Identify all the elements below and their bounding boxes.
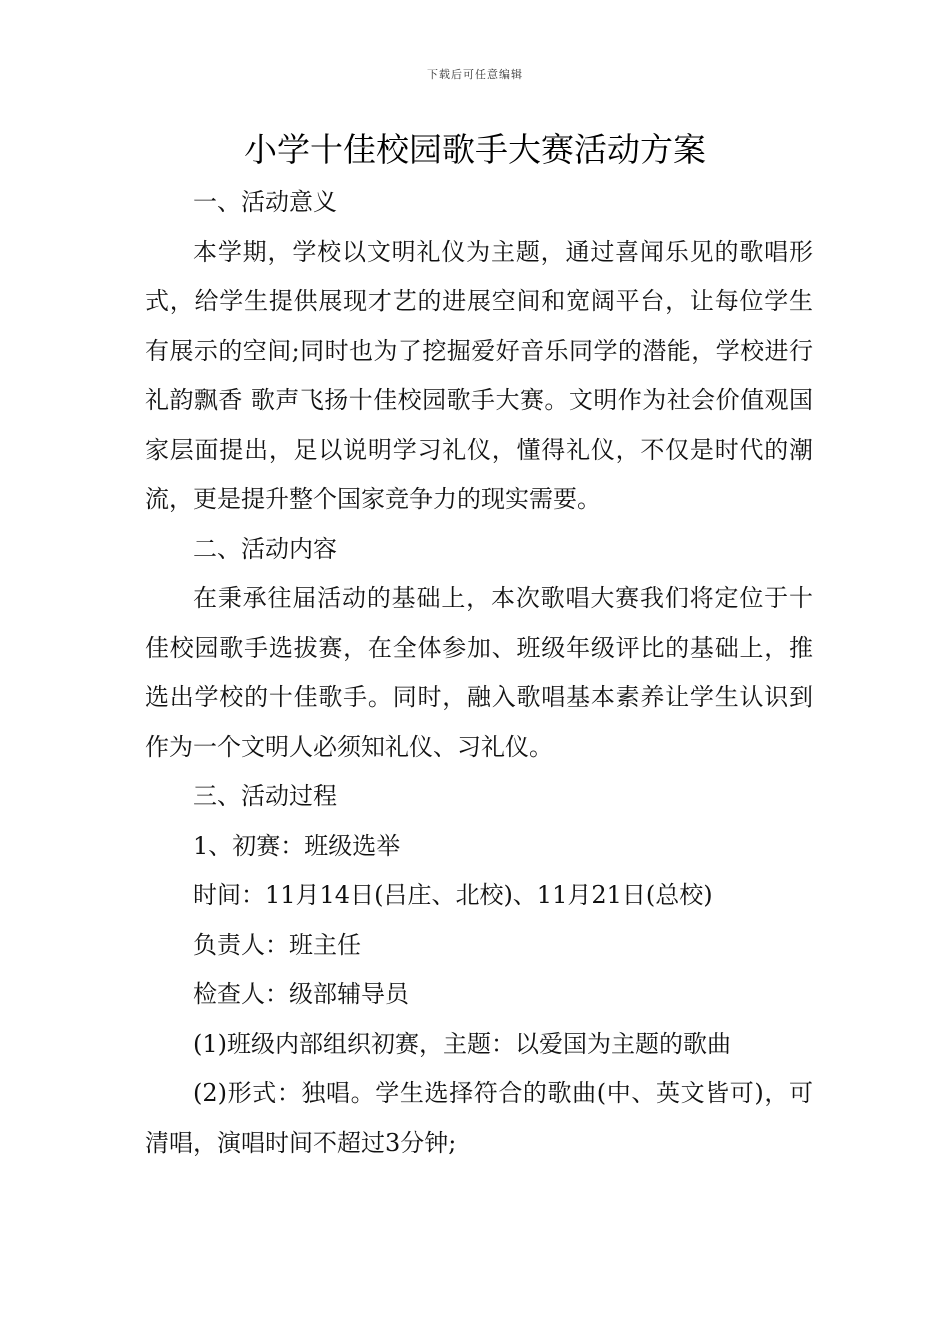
line-time: 时间：11月14日(吕庄、北校)、11月21日(总校): [193, 881, 713, 909]
list-item-1: (1)班级内部组织初赛，主题：以爱国为主题的歌曲: [193, 1029, 731, 1058]
line-inspector: 检查人：级部辅导员: [193, 980, 409, 1008]
section-heading-process: 三、活动过程: [193, 782, 337, 810]
header-note: 下载后可任意编辑: [427, 68, 523, 81]
subheading-preliminary: 1、初赛：班级选举: [193, 831, 401, 860]
section-heading-significance: 一、活动意义: [193, 188, 337, 216]
document-body: [145, 178, 813, 1168]
section-heading-content: 二、活动内容: [193, 534, 337, 563]
document-title: 小学十佳校园歌手大赛活动方案: [244, 130, 706, 169]
line-person-in-charge: 负责人：班主任: [193, 930, 361, 959]
paragraph-content: 在秉承往届活动的基础上，本次歌唱大赛我们将定位于十佳校园歌手选拔赛，在全体参加、班级年级评比的基础上，推选出学校的十佳歌手。同时，融入歌唱基本素养让学生认识到作为一个文明人必须知礼仪、习礼仪。: [145, 584, 813, 761]
list-item-2: (2)形式：独唱。学生选择符合的歌曲(中、英文皆可)，可清唱，演唱时间不超过3分钟;: [145, 1079, 813, 1157]
paragraph-significance: 本学期，学校以文明礼仪为主题，通过喜闻乐见的歌唱形式，给学生提供展现才艺的进展空间和宽阔平台，让每位学生有展示的空间;同时也为了挖掘爱好音乐同学的潜能，学校进行礼韵飘香 歌声飞扬十佳校园歌手大赛。文明作为社会价值观国家层面提出，足以说明学习礼仪，懂得礼仪，不仅是时代的潮流，更是提升整个国家竞争力的现实需要。: [145, 237, 813, 513]
